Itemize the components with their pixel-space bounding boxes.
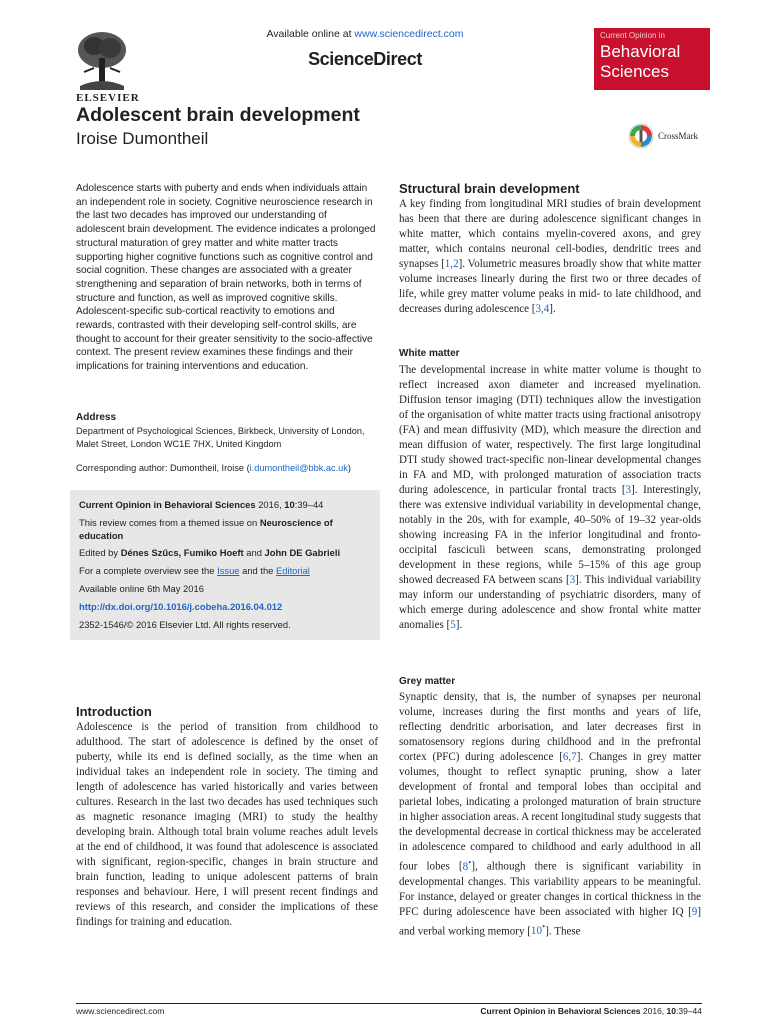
editorial-link[interactable]: Editorial (276, 565, 310, 576)
structural-text (399, 197, 701, 317)
journal-badge-line1: Behavioral (600, 42, 681, 61)
publisher-name: ELSEVIER (76, 92, 140, 104)
footer-website[interactable]: www.sciencedirect.com (76, 1006, 165, 1016)
abstract: Adolescence starts with puberty and ends when individuals attain an independent role in society. Cognitive neuroscience research in the last two decades has improved our understanding of adolescent brain development. The evidence indicates a prolonged structural maturation of grey matter and white matter tracts supporting higher cognitive functions such as cognitive control and social cognition. These changes are associated with a greater strengthening and separation of brain networks, both in terms of structure and function, as well as improved cognitive skills. Adolescent-specific sub-cortical reactivity to emotions and rewards, contrasted with their developing self-control skills, are thought to account for their greater sensitivity to the socio-affective context. The present review examines these findings and their implications for training interventions and education. (76, 183, 376, 373)
ref-mark: • (541, 921, 546, 932)
doi-line (79, 601, 373, 614)
ref-link[interactable] (530, 921, 546, 938)
sciencedirect-link[interactable]: www.sciencedirect.com (354, 28, 464, 40)
journal-citation (79, 499, 373, 512)
ref-link[interactable]: 3 (625, 484, 632, 496)
grey-matter-heading: Grey matter (399, 676, 456, 687)
ref-number: 10 (530, 925, 542, 938)
footer-citation (480, 1006, 702, 1016)
themed-topic: Neuroscience of education (79, 517, 333, 541)
edited-prefix: Edited by (79, 547, 121, 558)
gm-text-b: ]. Changes in grey matter volumes, thought to reflect synaptic pruning, show a later development of frontal and temporal lobes than occipital and parietal lobes, indicating a prolonged maturation of brain structure in higher association areas. A recent longitudinal study suggests that the developmental decrease in cortical thickness may be accelerated in adolescence compared to childhood and early adulthood in all four lobes [ (399, 751, 701, 873)
address-text: Department of Psychological Sciences, Birkbeck, University of London, Malet Street, London WC1E 7HX, United Kingdom (76, 426, 365, 449)
footer-journal: Current Opinion in Behavioral Sciences (480, 1006, 641, 1016)
overview-line (79, 565, 373, 578)
editors-and: and (243, 547, 265, 558)
structural-text-a: A key finding from longitudinal MRI studies of brain development has been that there are during adolescence significant changes in white matter, which contains myelin-covered axons, and grey matter, which contains neuronal cell-bodies, dendritic trees and synapses [ (399, 198, 701, 270)
corresponding-author (76, 462, 376, 475)
overview-and: and the (239, 565, 277, 576)
footer-year: 2016, (640, 1006, 667, 1016)
journal-cover-badge (594, 28, 710, 90)
crossmark-icon (628, 123, 654, 149)
wm-text-d: ]. (455, 619, 463, 631)
wm-text-b: ]. Interestingly, there was extensive individual variability in developmental change, notably in the 20s, with for example, 40–50% of 19–32 year-olds showing increasing FA in the inferior longitudinal and fronto-occipital fasciculi between scans, demonstrating prolonged development in these regions, while 5–15% of this age group showed decreased FA between scans [ (399, 484, 701, 586)
article-author: Iroise Dumontheil (76, 129, 209, 148)
ref-number: 8 (462, 860, 469, 873)
overview-prefix: For a complete overview see the (79, 565, 218, 576)
ref-link[interactable]: 1,2 (444, 258, 459, 270)
citation-pages: :39–44 (294, 499, 324, 510)
corresponding-suffix: ) (347, 463, 351, 473)
footer-rule (76, 1003, 702, 1004)
footer-volume: 10 (666, 1006, 676, 1016)
available-online-date: Available online 6th May 2016 (79, 583, 204, 594)
ref-link[interactable]: 6,7 (562, 751, 577, 763)
author-email-link[interactable]: i.dumontheil@bbk.ac.uk (249, 463, 348, 473)
journal-badge-small: Current Opinion in (600, 31, 665, 40)
ref-link[interactable]: 3,4 (535, 303, 550, 315)
citation-journal: Current Opinion in Behavioral Sciences (79, 499, 256, 510)
gm-text-d: ] and verbal working memory [ (399, 905, 701, 938)
ref-mark: • (468, 857, 472, 867)
doi-link[interactable]: http://dx.doi.org/10.1016/j.cobeha.2016.04.012 (79, 601, 283, 612)
structural-text-c: ]. (549, 303, 556, 315)
gm-text-e: ]. These (545, 925, 581, 938)
introduction-heading: Introduction (76, 704, 152, 719)
white-matter-text (399, 363, 701, 633)
editors-line (79, 547, 373, 560)
crossmark-badge[interactable] (628, 122, 706, 150)
address-heading: Address (76, 412, 117, 423)
footer-pages: :39–44 (676, 1006, 702, 1016)
citation-volume: 10 (284, 499, 295, 510)
editor-last: John DE Gabrieli (264, 547, 341, 558)
grey-matter-text (399, 690, 701, 939)
gm-text-a: Synaptic density, that is, the number of synapses per neuronal volume, increases during the first months and years of life, reflecting dendritic arborisation, and later decreases first in somatosensory regions during childhood and in the prefrontal cortex (PFC) during adolescence [ (399, 691, 701, 763)
structural-heading: Structural brain development (399, 181, 580, 196)
white-matter-heading: White matter (399, 348, 460, 359)
editors-names: Dénes Szűcs, Fumiko Hoeft (120, 547, 244, 558)
sciencedirect-brand: ScienceDirect (308, 49, 422, 69)
copyright-line: 2352-1546/© 2016 Elsevier Ltd. All rights reserved. (79, 619, 291, 630)
ref-link[interactable]: 3 (569, 574, 576, 586)
crossmark-label: CrossMark (658, 131, 698, 141)
wm-text-c: ]. This individual variability may inform our understanding of psychiatric disorders, many of which emerge during adolescence and show frontal white matter anomalies [ (399, 574, 701, 631)
citation-year: 2016, (255, 499, 285, 510)
structural-text-b: ]. Volumetric measures broadly show that white matter volume increases linearly during the first two or three decades of life, while grey matter volume peaks in mid- to late childhood, and decreases during adolescence [ (399, 258, 701, 315)
issue-link[interactable]: Issue (217, 565, 240, 576)
ref-link[interactable]: 9 (691, 905, 698, 918)
themed-issue (79, 517, 373, 543)
available-prefix: Available online at (266, 28, 355, 40)
wm-text-a: The developmental increase in white matter volume is thought to reflect increased axon diameter and increased myelination. Diffusion tensor imaging (DTI) techniques allow the investigation of the organisation of white matter tracts using fractional anisotropy (FA) and mean diffusivity (MD), which measure the direction and mean diffusion of water, respectively. The first large longitudinal DTI study showed tract-specific non-linear developmental changes in FA and MD, with prolonged maturation of association tracts during adolescence, in particular frontal tracts [ (399, 364, 701, 496)
introduction-text: Adolescence is the period of transition from childhood to adulthood. The start of adolescence is defined by the onset of puberty, while its end is defined socially, as the time when an individual takes an independent role in society. The timing and length of adolescence has varied historically and varies between cultures. Research in the last two decades has used techniques such as magnetic resonance imaging (MRI) to study the healthy developing brain. Although total brain volume reaches adult levels at the end of childhood, it was found that adolescence is associated with significant, region-specific, changes in brain structure and brain function, leading to unique adolescent patterns of brain responses and behaviour. Here, I will present recent findings and reviews of this research, and consider the implications of these findings for training and education. (76, 721, 378, 928)
journal-badge-line2: Sciences (600, 62, 669, 81)
corresponding-prefix: Corresponding author: Dumontheil, Iroise ( (76, 463, 250, 473)
article-info-box (70, 490, 380, 640)
gm-text-c: ], although there is significant variability in developmental changes. This variability appears to be meaningful. For instance, delayed or greater changes in cortical thickness in the PFC during adolescence have been associated with higher IQ [ (399, 860, 701, 918)
ref-link[interactable]: 5 (450, 619, 456, 631)
themed-prefix: This review comes from a themed issue on (79, 517, 260, 528)
article-title: Adolescent brain development (76, 104, 360, 126)
